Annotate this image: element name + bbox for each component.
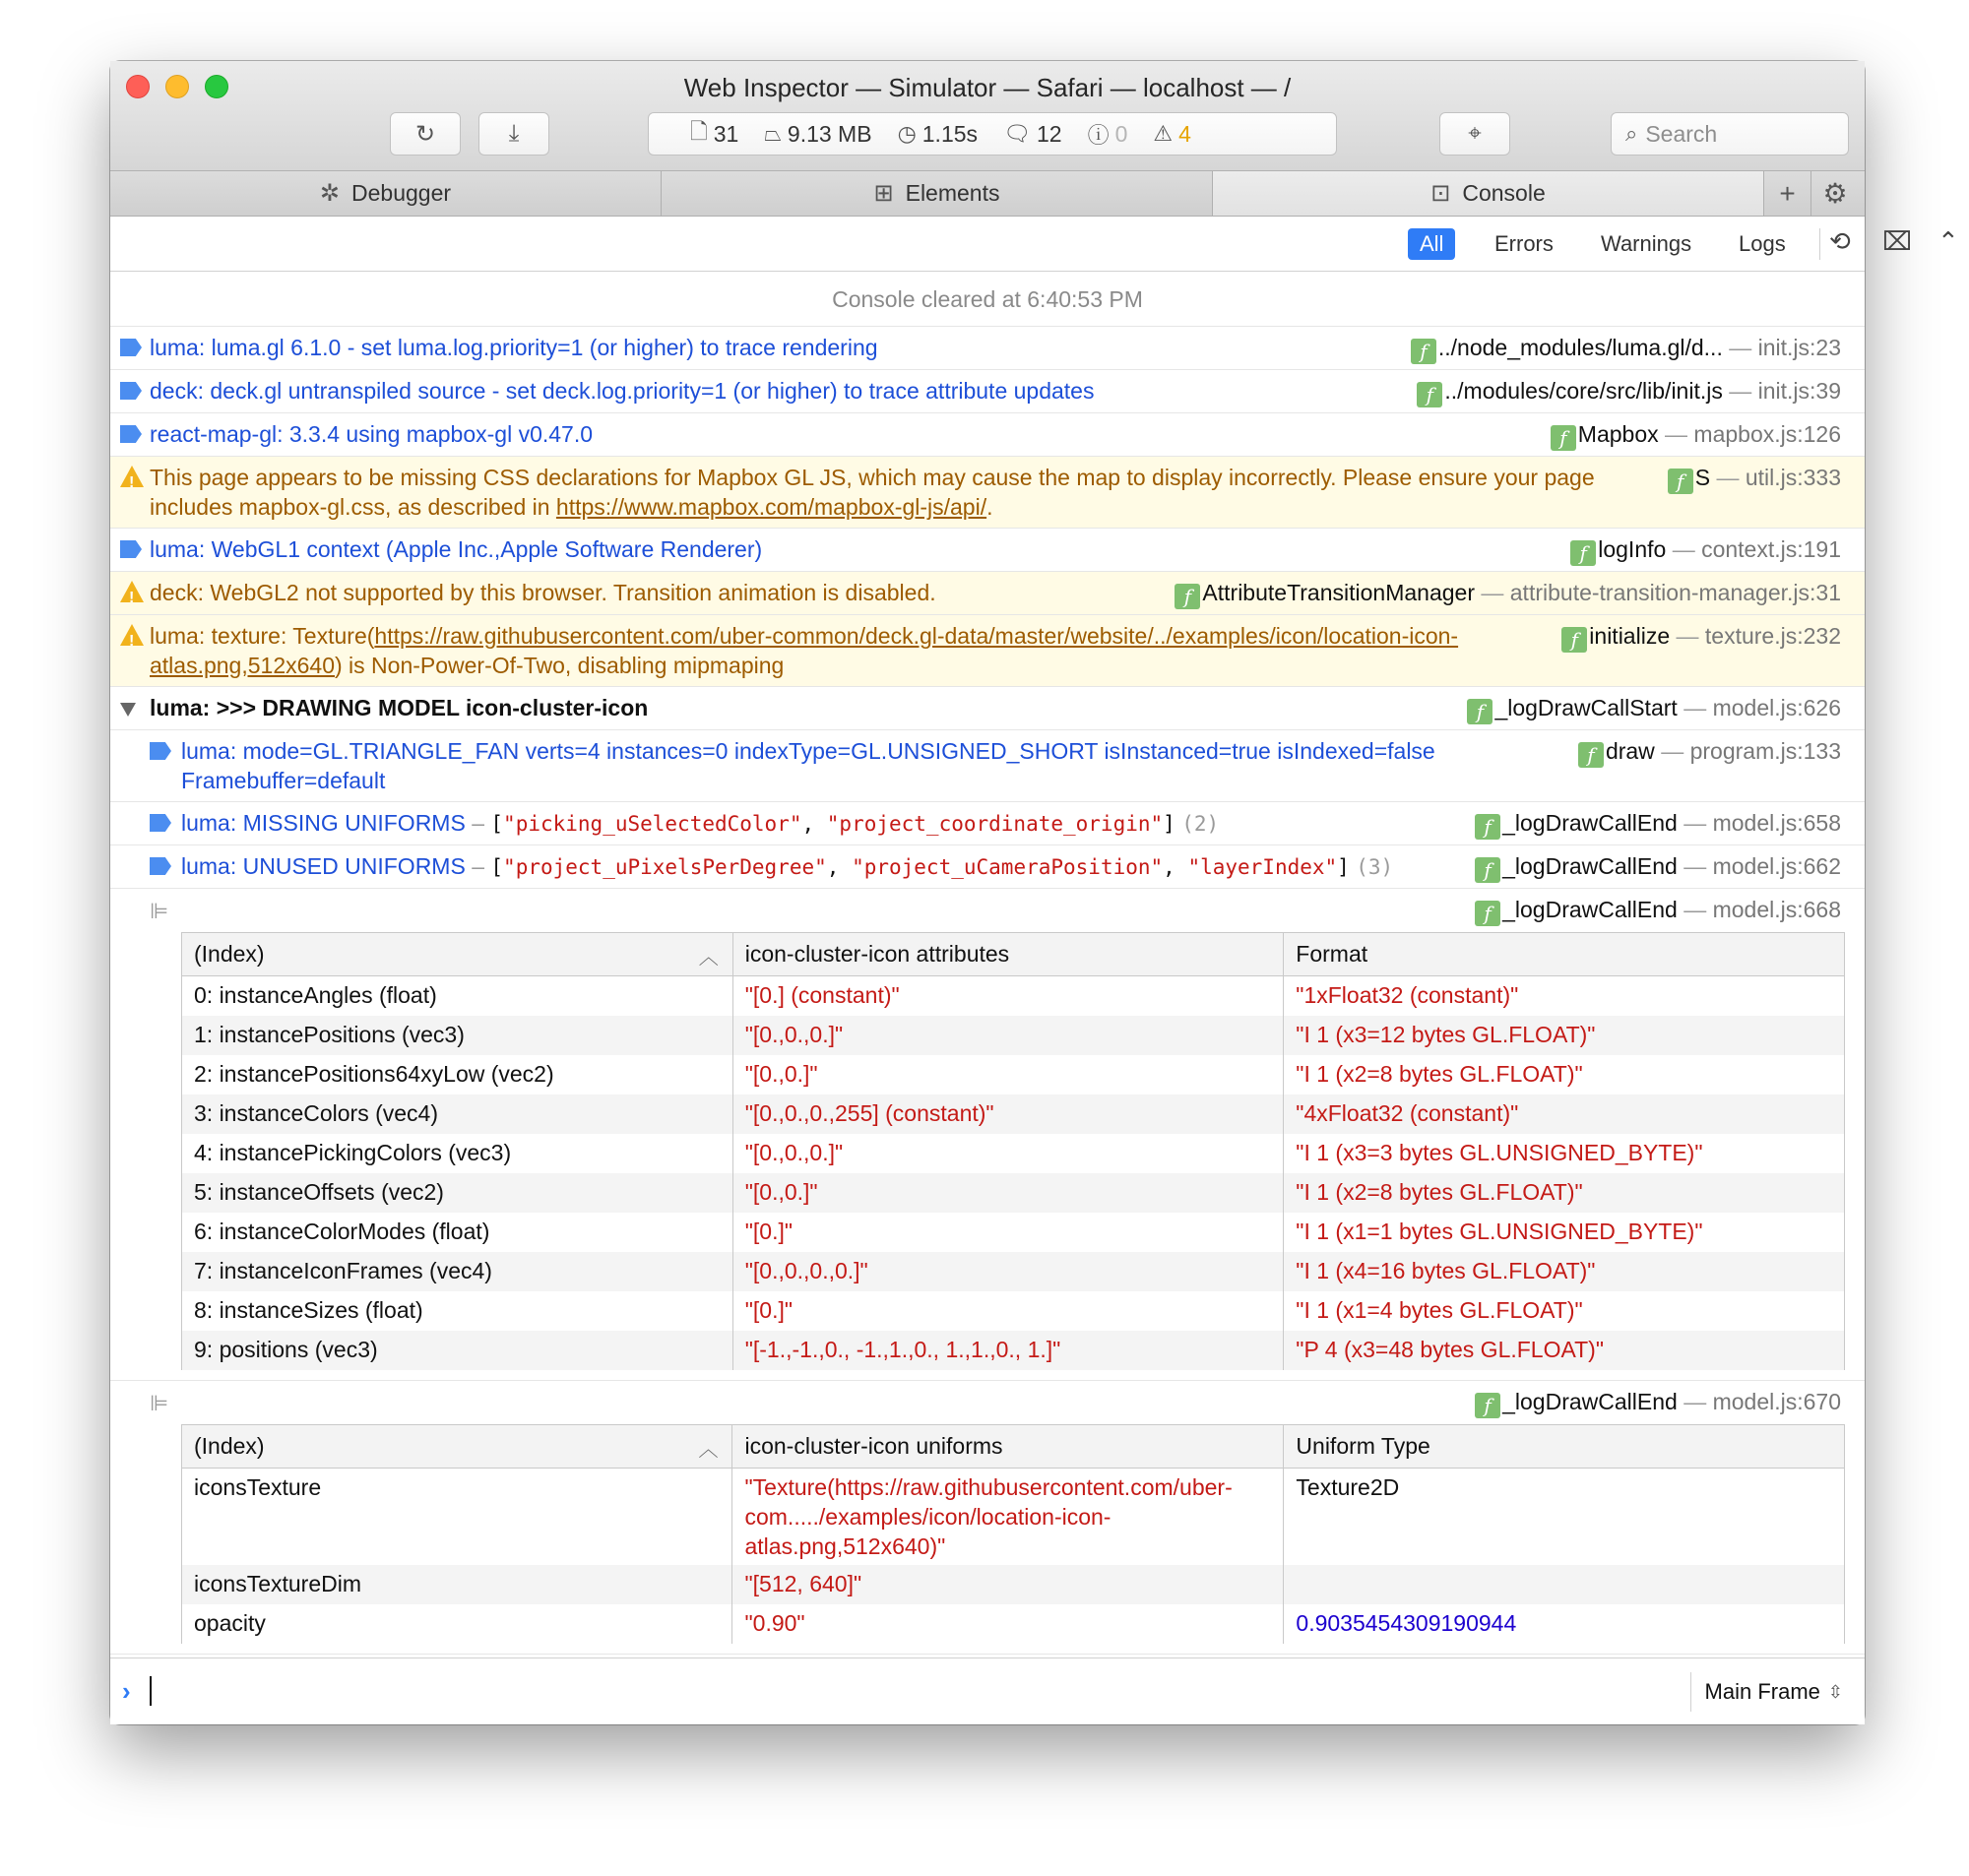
table-cell: "I 1 (x1=4 bytes GL.FLOAT)" <box>1284 1291 1845 1331</box>
table-row <box>182 1173 1845 1213</box>
table-cell: 0.9035454309190944 <box>1284 1604 1845 1644</box>
download-icon: ⤓ <box>508 120 520 147</box>
table-cell: 3: instanceColors (vec4) <box>182 1094 733 1134</box>
table-cell: "[0.,0.,0.]" <box>732 1016 1284 1055</box>
info-icon <box>120 425 142 443</box>
table-icon: ⊫ <box>150 899 169 923</box>
table-cell: "1xFloat32 (constant)" <box>1284 976 1845 1016</box>
errors-count[interactable]: ⓘ 0 <box>1087 120 1128 148</box>
weight-icon: ⏢ <box>764 121 782 146</box>
table-cell: "4xFloat32 (constant)" <box>1284 1094 1845 1134</box>
clear-console-icon[interactable]: ⌧ <box>1882 226 1912 256</box>
function-icon: f <box>1475 857 1500 883</box>
web-inspector-window <box>110 61 1959 1724</box>
reload-icon: ↻ <box>414 120 436 148</box>
warning-icon: ⚠ <box>1153 121 1174 146</box>
search-icon: ⌕ <box>1625 121 1638 146</box>
call-site-link[interactable]: f Mapbox — mapbox.js:126 <box>1551 419 1841 451</box>
settings-button[interactable] <box>1811 171 1859 216</box>
call-site-link[interactable]: f _logDrawCallStart — model.js:626 <box>1467 693 1841 724</box>
table-cell: "[-1.,-1.,0., -1.,1.,0., 1.,1.,0., 1.]" <box>732 1331 1284 1370</box>
table-cell <box>1284 1565 1845 1604</box>
warning-icon <box>120 581 144 602</box>
table-cell: "[0.,0.]" <box>732 1173 1284 1213</box>
download-button[interactable] <box>478 112 549 156</box>
call-site-link[interactable]: f _logDrawCallEnd — model.js:662 <box>1475 851 1841 883</box>
function-icon: f <box>1561 627 1587 653</box>
call-site-link[interactable]: f ../modules/core/src/lib/init.js — init.js:39 <box>1417 376 1841 407</box>
table-cell: "I 1 (x2=8 bytes GL.FLOAT)" <box>1284 1055 1845 1094</box>
console-warning[interactable]: ! deck: WebGL2 not supported by this browser. Transition animation is disabled. f AttributeTransitionManager — attribute-transition-manager.js:31 <box>110 572 1865 615</box>
info-icon <box>150 814 171 832</box>
call-site-link[interactable]: f initialize — texture.js:232 <box>1561 621 1841 653</box>
clock-icon: ◷ <box>897 121 917 146</box>
text-caret <box>150 1676 152 1706</box>
column-header-uniforms[interactable]: icon-cluster-icon uniforms <box>732 1424 1284 1468</box>
table-cell: 9: positions (vec3) <box>182 1331 733 1370</box>
table-row <box>182 1055 1845 1094</box>
function-icon: f <box>1417 382 1442 407</box>
column-header-index[interactable]: (Index) ︿ <box>182 933 733 976</box>
table-cell: 4: instancePickingColors (vec3) <box>182 1134 733 1173</box>
table-cell: "[512, 640]" <box>732 1565 1284 1604</box>
table-cell: "[0.] (constant)" <box>732 976 1284 1016</box>
table-cell: 6: instanceColorModes (float) <box>182 1213 733 1252</box>
call-site-link[interactable]: f S — util.js:333 <box>1668 463 1841 494</box>
function-icon: f <box>1475 1393 1500 1418</box>
attributes-table <box>181 932 1845 1370</box>
table-row <box>182 976 1845 1016</box>
function-icon: f <box>1467 699 1493 724</box>
gear-icon: ⚙ <box>1822 178 1848 209</box>
table-cell: 0: instanceAngles (float) <box>182 976 733 1016</box>
table-cell: "[0.,0.,0.]" <box>732 1134 1284 1173</box>
call-site-link[interactable]: f logInfo — context.js:191 <box>1570 534 1841 566</box>
console-icon: ⊡ <box>1430 180 1451 207</box>
table-cell: iconsTextureDim <box>182 1565 732 1604</box>
console-prompt[interactable] <box>110 1657 1865 1724</box>
warning-icon <box>120 466 144 487</box>
function-icon: f <box>1175 584 1200 609</box>
mapbox-docs-link[interactable]: https://www.mapbox.com/mapbox-gl-js/api/ <box>555 494 987 520</box>
table-row <box>182 1565 1845 1604</box>
call-site-link[interactable]: f AttributeTransitionManager — attribute-transition-manager.js:31 <box>1175 578 1841 609</box>
table-cell: "I 1 (x3=12 bytes GL.FLOAT)" <box>1284 1016 1845 1055</box>
table-cell: "I 1 (x1=1 bytes GL.UNSIGNED_BYTE)" <box>1284 1213 1845 1252</box>
table-cell: "I 1 (x2=8 bytes GL.FLOAT)" <box>1284 1173 1845 1213</box>
warning-icon <box>120 624 144 646</box>
window-title: Web Inspector — Simulator — Safari — localhost — / <box>683 73 1292 102</box>
tab-elements[interactable]: ⊞ Elements <box>662 171 1213 216</box>
reload-button[interactable] <box>390 112 461 156</box>
column-header-uniform-type[interactable]: Uniform Type <box>1284 1424 1845 1468</box>
console-messages[interactable] <box>110 272 1865 1657</box>
table-row <box>182 1331 1845 1370</box>
call-site-link[interactable]: f draw — program.js:133 <box>1578 736 1841 768</box>
preserve-log-icon[interactable]: ⟲ <box>1829 226 1851 256</box>
uniforms-table-message[interactable] <box>110 1381 1865 1655</box>
info-icon <box>120 382 142 400</box>
info-icon <box>150 742 171 760</box>
filter-separator <box>1819 228 1820 260</box>
table-row <box>182 1468 1845 1565</box>
prompt-chevron-icon: › <box>122 1676 131 1706</box>
uniforms-table <box>181 1424 1845 1644</box>
table-cell: 1: instancePositions (vec3) <box>182 1016 733 1055</box>
chevron-updown-icon: ⇳ <box>1827 1681 1843 1702</box>
sort-ascending-icon: ︿ <box>698 1438 719 1461</box>
search-field[interactable] <box>1611 112 1849 156</box>
plus-icon: + <box>1779 177 1796 209</box>
elements-icon: ⊞ <box>873 180 894 207</box>
table-cell: "I 1 (x3=3 bytes GL.UNSIGNED_BYTE)" <box>1284 1134 1845 1173</box>
attributes-table-message[interactable] <box>110 889 1865 1381</box>
console-message[interactable]: luma: MISSING UNIFORMS – ["picking_uSelectedColor", "project_coordinate_origin"] (2) f _logDrawCallEnd — model.js:658 <box>110 802 1865 845</box>
info-icon <box>120 339 142 356</box>
column-header-index[interactable]: (Index) ︿ <box>182 1424 732 1468</box>
tab-debugger[interactable]: ✲ Debugger <box>110 171 662 216</box>
crosshair-icon: ⌖ <box>1468 120 1482 147</box>
table-cell: "0.90" <box>732 1604 1284 1644</box>
table-cell: 7: instanceIconFrames (vec4) <box>182 1252 733 1291</box>
call-site-link[interactable]: f _logDrawCallEnd — model.js:658 <box>1475 808 1841 840</box>
inspect-element-button[interactable] <box>1439 112 1510 156</box>
bug-icon: ✲ <box>319 180 341 207</box>
call-site-link[interactable]: f _logDrawCallEnd — model.js:670 <box>1475 1387 1841 1418</box>
table-row <box>182 1094 1845 1134</box>
table-cell: "[0.,0.]" <box>732 1055 1284 1094</box>
console-message[interactable]: luma: mode=GL.TRIANGLE_FAN verts=4 instances=0 indexType=GL.UNSIGNED_SHORT isInstanced=true isIndexed=false Framebuffer=default f draw — program.js:133 <box>110 730 1865 802</box>
logs-count[interactable]: 🗨 12 <box>1003 120 1062 147</box>
search-placeholder: Search <box>1645 120 1718 147</box>
function-icon: f <box>1570 540 1596 566</box>
table-row <box>182 1291 1845 1331</box>
console-message[interactable]: luma: WebGL1 context (Apple Inc.,Apple Software Renderer) f logInfo — context.js:191 <box>110 529 1865 572</box>
new-tab-button[interactable] <box>1764 171 1811 216</box>
function-icon: f <box>1475 814 1500 840</box>
table-row <box>182 1252 1845 1291</box>
table-cell: "[0.,0.,0.,255] (constant)" <box>732 1094 1284 1134</box>
info-icon <box>120 540 142 558</box>
function-icon: f <box>1668 469 1693 494</box>
console-message[interactable]: deck: deck.gl untranspiled source - set deck.log.priority=1 (or higher) to trace attribute updates f ../modules/core/src/lib/init.js — init.js:39 <box>110 370 1865 413</box>
table-cell: Texture2D <box>1284 1468 1845 1565</box>
document-icon: 🗋 <box>690 119 708 144</box>
function-icon: f <box>1475 901 1500 926</box>
table-row <box>182 1213 1845 1252</box>
sort-ascending-icon: ︿ <box>698 947 719 969</box>
filter-errors[interactable]: Errors <box>1494 231 1554 256</box>
function-icon: f <box>1411 339 1436 364</box>
console-warning[interactable]: ! luma: texture: Texture(https://raw.githubusercontent.com/uber-common/deck.gl-data/master/website/../examples/icon/location-icon-atlas.png,512x640) is Non-Power-Of-Two, disabling mipmaping f initialize — texture.js:232 <box>110 615 1865 687</box>
warnings-count[interactable]: ⚠ 4 <box>1153 120 1191 147</box>
table-message-header <box>110 889 1865 932</box>
tab-bar <box>110 171 1865 217</box>
filter-all[interactable]: All <box>1408 228 1455 260</box>
tab-console[interactable]: ⊡ Console <box>1213 171 1764 216</box>
table-cell: 5: instanceOffsets (vec2) <box>182 1173 733 1213</box>
filter-logs[interactable]: Logs <box>1739 231 1786 256</box>
table-cell: "[0.]" <box>732 1291 1284 1331</box>
table-icon: ⊫ <box>150 1390 169 1415</box>
title-bar <box>110 61 1865 171</box>
disclosure-triangle-icon[interactable] <box>120 703 136 717</box>
table-cell: 8: instanceSizes (float) <box>182 1291 733 1331</box>
error-icon: ⓘ <box>1087 122 1110 148</box>
function-icon: f <box>1578 742 1604 768</box>
chevron-up-icon[interactable]: ⌃ <box>1937 226 1959 256</box>
table-row <box>182 1134 1845 1173</box>
table-cell: "P 4 (x3=48 bytes GL.FLOAT)" <box>1284 1331 1845 1370</box>
table-row <box>182 1016 1845 1055</box>
texture-url-link[interactable]: https://raw.githubusercontent.com/uber-common/deck.gl-data/master/website/../examples/icon/location-icon-atlas.png,512x640 <box>150 623 1459 678</box>
console-message[interactable]: react-map-gl: 3.3.4 using mapbox-gl v0.47.0 f Mapbox — mapbox.js:126 <box>110 413 1865 457</box>
load-time[interactable]: ◷ 1.15s <box>897 120 979 147</box>
console-group-header[interactable]: luma: >>> DRAWING MODEL icon-cluster-icon f _logDrawCallStart — model.js:626 <box>110 687 1865 730</box>
table-cell: "Texture(https://raw.githubusercontent.com/uber-com...../examples/icon/location-icon-atlas.png,512x640)" <box>732 1468 1284 1565</box>
function-icon: f <box>1551 425 1576 451</box>
table-cell: iconsTexture <box>182 1468 732 1565</box>
filter-warnings[interactable]: Warnings <box>1601 231 1692 256</box>
table-cell: "[0.,0.,0.,0.]" <box>732 1252 1284 1291</box>
table-message-header <box>110 1381 1865 1424</box>
table-cell: "[0.]" <box>732 1213 1284 1252</box>
column-header-format[interactable]: Format <box>1284 933 1845 976</box>
resources-count[interactable]: 🗋 31 <box>690 115 738 153</box>
call-site-link[interactable]: f _logDrawCallEnd — model.js:668 <box>1475 895 1841 926</box>
dashboard[interactable] <box>648 112 1337 156</box>
table-cell: 2: instancePositions64xyLow (vec2) <box>182 1055 733 1094</box>
resources-size[interactable]: ⏢ 9.13 MB <box>764 120 872 147</box>
column-header-attributes[interactable]: icon-cluster-icon attributes <box>732 933 1284 976</box>
console-filter-bar <box>110 217 1959 272</box>
console-cleared-message: Console cleared at 6:40:53 PM <box>110 272 1865 327</box>
console-message[interactable]: luma: luma.gl 6.1.0 - set luma.log.priority=1 (or higher) to trace rendering f ../node_modules/luma.gl/d... — init.js:23 <box>110 327 1865 370</box>
table-cell: opacity <box>182 1604 732 1644</box>
table-row <box>182 1604 1845 1644</box>
speech-bubble-icon: 🗨 <box>1003 121 1031 146</box>
execution-context-select[interactable]: Main Frame ⇳ <box>1690 1672 1843 1712</box>
console-message[interactable]: luma: UNUSED UNIFORMS – ["project_uPixelsPerDegree", "project_uCameraPosition", "layerIndex"] (3) f _logDrawCallEnd — model.js:662 <box>110 845 1865 889</box>
table-cell: "I 1 (x4=16 bytes GL.FLOAT)" <box>1284 1252 1845 1291</box>
info-icon <box>150 857 171 875</box>
console-warning[interactable]: ! This page appears to be missing CSS declarations for Mapbox GL JS, which may cause the map to display incorrectly. Please ensure your page includes mapbox-gl.css, as described in https://www.mapbox.com/mapbox-gl-js/api/. f S — util.js:333 <box>110 457 1865 529</box>
call-site-link[interactable]: f ../node_modules/luma.gl/d... — init.js:23 <box>1411 333 1841 364</box>
